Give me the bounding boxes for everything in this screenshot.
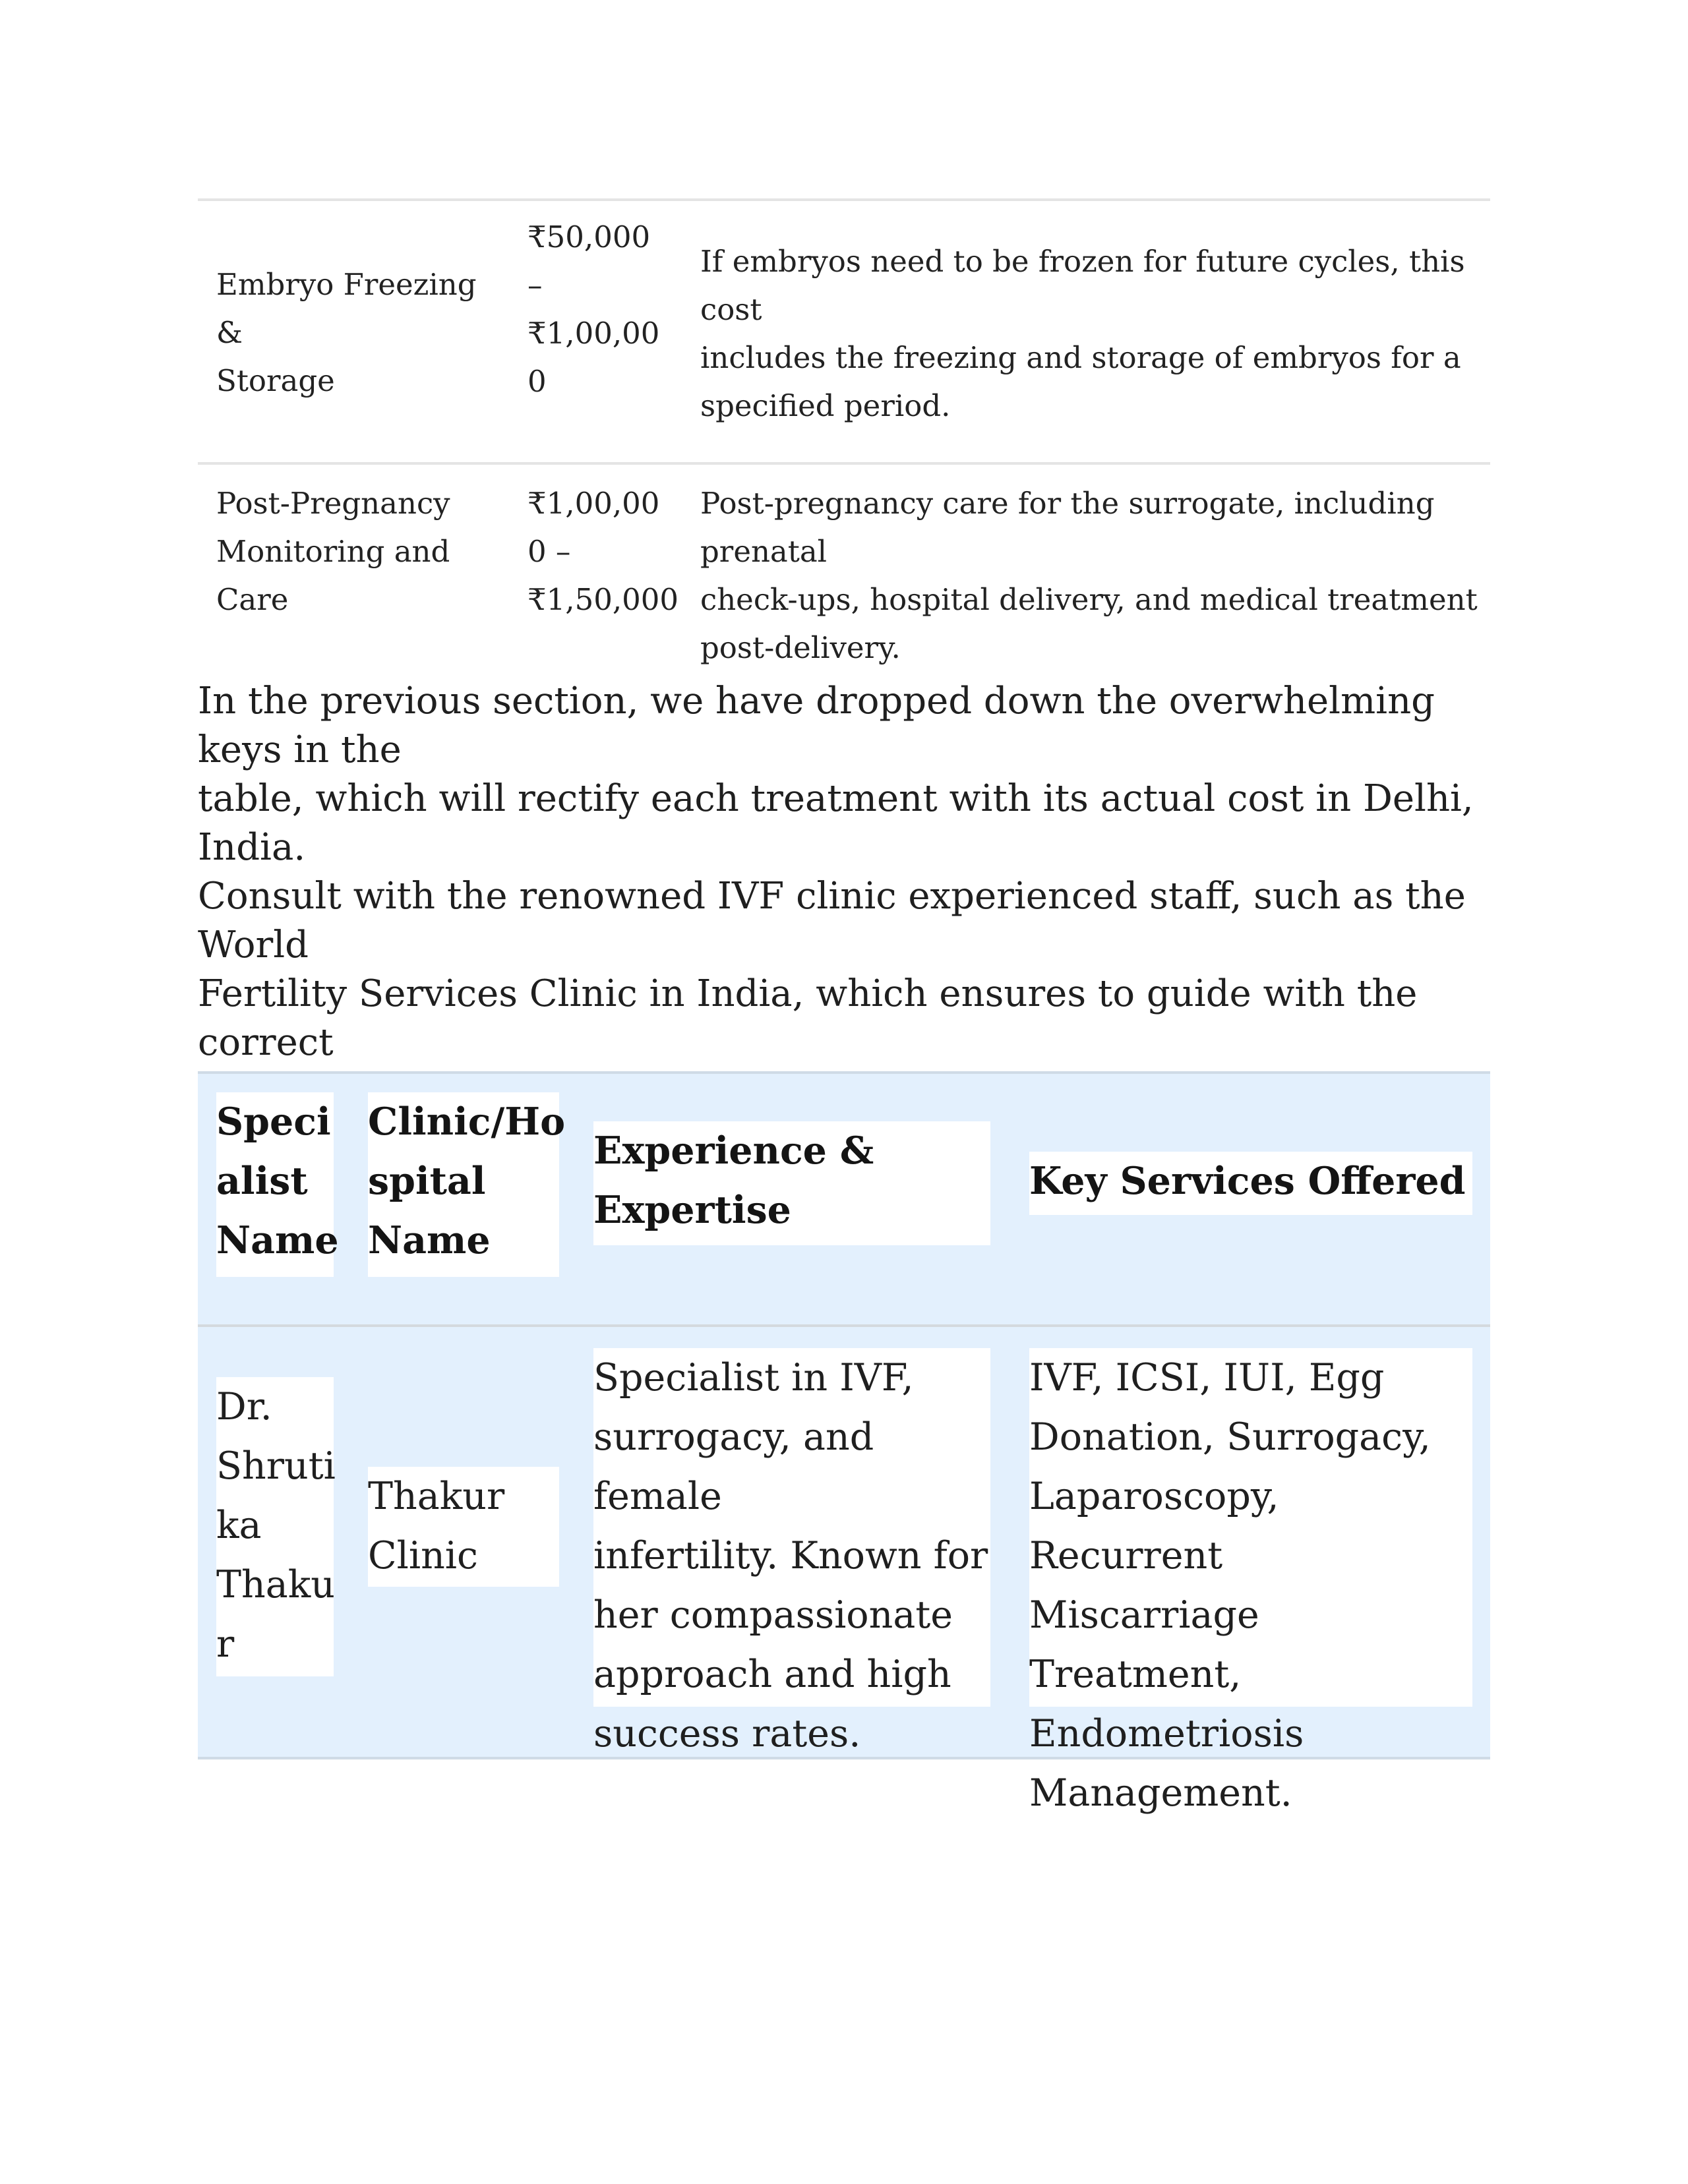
treatment-description-line: post-delivery. — [700, 630, 901, 665]
treatment-name-line: Embryo Freezing & — [216, 267, 477, 350]
treatment-description-cell — [700, 237, 1478, 430]
header-line: Key Services Offered — [1029, 1159, 1466, 1203]
specialist-table — [198, 1071, 1490, 1815]
cell-line: Thaku — [216, 1563, 335, 1607]
treatment-description-line: specified period. — [700, 388, 951, 423]
treatment-cost-line: ₹1,00,00 — [528, 486, 660, 521]
treatment-cost-line: ₹50,000 — [528, 220, 651, 254]
cell-line: r — [216, 1622, 235, 1666]
paragraph-line: In the previous section, we have dropped down the overwhelming keys in the — [198, 680, 1435, 771]
cost-table-row — [198, 462, 1490, 665]
cell-line: ka — [216, 1504, 262, 1547]
treatment-name-line: Care — [216, 582, 289, 617]
paragraph-line: Fertility Services Clinic in India, which ensures to guide with the correct — [198, 972, 1418, 1064]
header-specialist-name — [216, 1092, 339, 1277]
treatment-cost-cell — [528, 479, 679, 624]
treatment-description-line: Post-pregnancy care for the surrogate, including prenatal — [700, 486, 1435, 569]
cell-line: Thakur — [368, 1475, 505, 1518]
header-line: spital — [368, 1159, 486, 1203]
cell-line: Donation, Surrogacy, — [1029, 1415, 1431, 1459]
treatment-cost-line: ₹1,00,00 — [528, 316, 660, 351]
body-paragraph — [198, 677, 1490, 1116]
header-line: Clinic/Ho — [368, 1100, 566, 1144]
experience-cell — [593, 1348, 990, 1756]
treatment-cost-line: – — [528, 268, 543, 303]
treatment-name-cell — [216, 260, 500, 405]
cell-line: her compassionate — [593, 1593, 953, 1637]
cost-table-row — [198, 198, 1490, 465]
treatment-cost-line: 0 — [528, 364, 547, 399]
cell-line: success rates. — [593, 1712, 861, 1756]
cell-line: surrogacy, and female — [593, 1415, 874, 1518]
cell-line: approach and high — [593, 1653, 951, 1696]
header-line: Name — [368, 1218, 491, 1262]
cell-line: Clinic — [368, 1534, 478, 1578]
cell-line: Specialist in IVF, — [593, 1356, 914, 1400]
header-clinic-name — [368, 1092, 566, 1277]
specialist-name-cell — [216, 1377, 334, 1676]
cell-line: Laparoscopy, Recurrent — [1029, 1475, 1279, 1578]
paragraph-line: table, which will rectify each treatment with its actual cost in Delhi, India. — [198, 777, 1474, 869]
treatment-name-line: Monitoring and — [216, 534, 450, 569]
treatment-description-cell — [700, 479, 1478, 672]
cell-line: Endometriosis — [1029, 1712, 1304, 1756]
treatment-description-line: includes the freezing and storage of embryos for a — [700, 340, 1461, 375]
cell-line: Miscarriage Treatment, — [1029, 1593, 1259, 1696]
treatment-description-line: If embryos need to be frozen for future cycles, this cost — [700, 244, 1465, 327]
header-key-services — [1029, 1152, 1472, 1215]
treatment-name-line: Post-Pregnancy — [216, 486, 450, 521]
cell-line: infertility. Known for — [593, 1534, 988, 1578]
header-line: Experience & — [593, 1129, 874, 1173]
row-divider — [198, 1324, 1490, 1327]
treatment-cost-line: 0 – — [528, 534, 571, 569]
paragraph-line: Consult with the renowned IVF clinic experienced staff, such as the World — [198, 875, 1466, 966]
treatment-cost-line: ₹1,50,000 — [528, 582, 679, 617]
cell-line: Dr. — [216, 1385, 272, 1429]
header-line: alist — [216, 1159, 308, 1203]
header-line: Speci — [216, 1100, 331, 1144]
treatment-cost-cell — [528, 213, 679, 405]
header-line: Name — [216, 1218, 339, 1262]
clinic-name-cell — [368, 1467, 559, 1587]
treatment-name-cell — [216, 479, 500, 624]
cell-line: Shruti — [216, 1444, 336, 1488]
cell-line: Management. — [1029, 1771, 1292, 1815]
key-services-cell — [1029, 1348, 1472, 1815]
treatment-name-line: Storage — [216, 363, 335, 398]
header-line: Expertise — [593, 1188, 791, 1232]
header-experience — [593, 1121, 990, 1245]
cell-line: IVF, ICSI, IUI, Egg — [1029, 1356, 1385, 1400]
treatment-description-line: check-ups, hospital delivery, and medical treatment — [700, 582, 1478, 617]
